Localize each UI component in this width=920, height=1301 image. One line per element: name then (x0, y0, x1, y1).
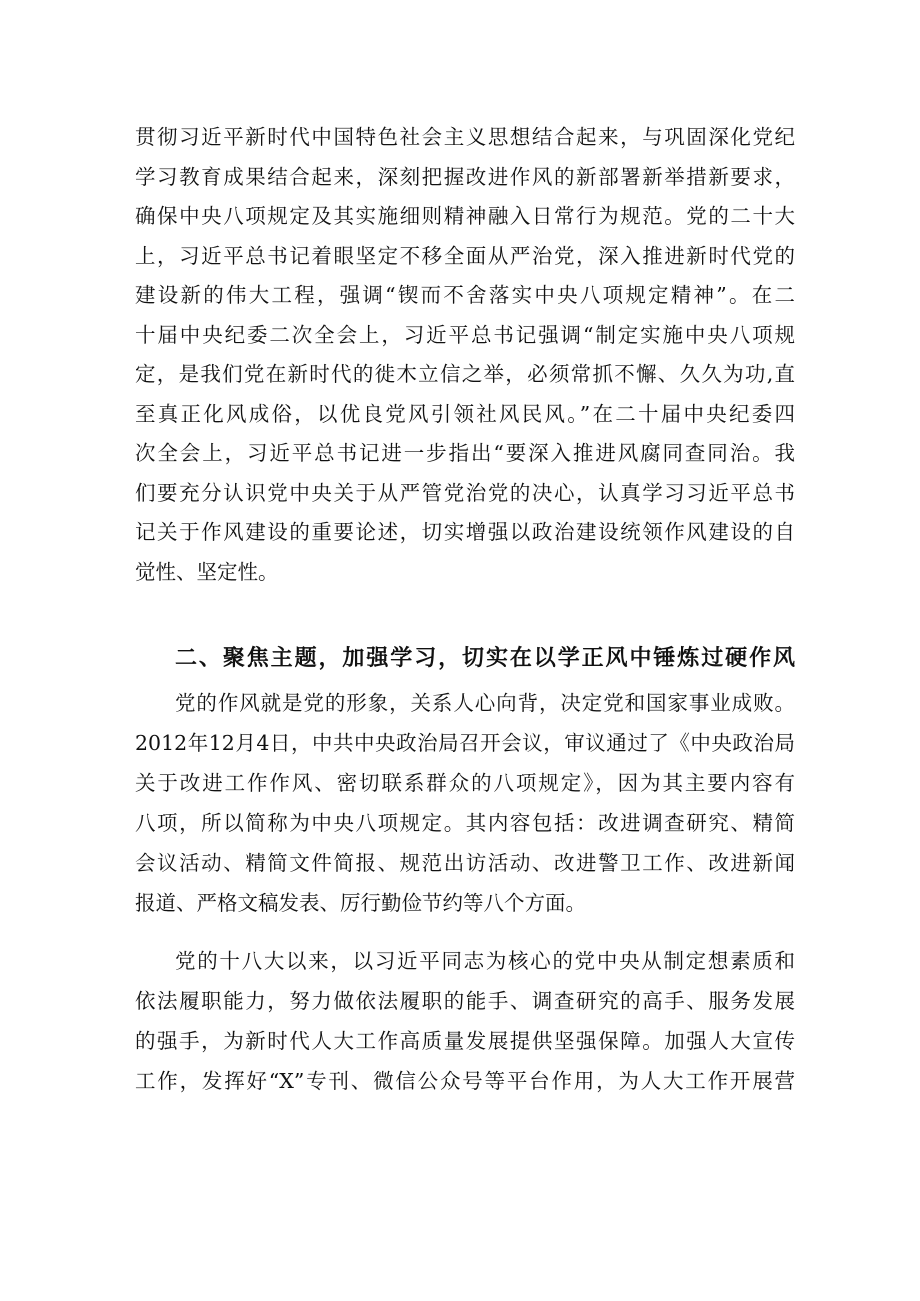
text-line: 们要充分认识党中央关于从严管党治党的决心，认真学习习近平总书 (135, 481, 795, 505)
text-line: 关于改进工作作风、密切联系群众的八项规定》，因为其主要内容有 (135, 771, 795, 795)
text-line: 的强手，为新时代人大工作高质量发展提供坚强保障。加强人大宣传 (135, 1029, 795, 1053)
text-line: 学习教育成果结合起来，深刻把握改进作风的新部署新举措新要求， (135, 165, 795, 189)
text-line: 定，是我们党在新时代的徙木立信之举，必须常抓不懈、久久为功,直 (135, 362, 795, 386)
text-line: 次全会上，习近平总书记进一步指出“要深入推进风腐同查同治。我 (135, 441, 795, 465)
text-line: 十届中央纪委二次全会上，习近平总书记强调“制定实施中央八项规 (135, 323, 795, 347)
text-line: 八项，所以简称为中央八项规定。其内容包括：改进调查研究、精简 (135, 811, 795, 835)
text-line: 报道、严格文稿发表、厉行勤俭节约等八个方面。 (135, 891, 586, 915)
text-line: 党的十八大以来，以习近平同志为核心的党中央从制定想素质和 (175, 949, 795, 973)
text-line: 党的作风就是党的形象，关系人心向背，决定党和国家事业成败。 (175, 691, 795, 715)
text-line: 建设新的伟大工程，强调“锲而不舍落实中央八项规定精神”。在二 (135, 283, 795, 307)
text-line: 依法履职能力，努力做依法履职的能手、调查研究的高手、服务发展 (135, 989, 795, 1013)
text-line: 上，习近平总书记着眼坚定不移全面从严治党，深入推进新时代党的 (135, 244, 795, 268)
text-line: 贯彻习近平新时代中国特色社会主义思想结合起来，与巩固深化党纪 (135, 125, 795, 149)
text-line: 会议活动、精简文件简报、规范出访活动、改进警卫工作、改进新闻 (135, 851, 795, 875)
section-heading: 二、聚焦主题，加强学习，切实在以学正风中锤炼过硬作风 (175, 646, 795, 671)
text-line: 记关于作风建设的重要论述，切实增强以政治建设统领作风建设的自 (135, 520, 795, 544)
text-line: 觉性、坚定性。 (135, 560, 279, 584)
text-line: 确保中央八项规定及其实施细则精神融入日常行为规范。党的二十大 (135, 204, 795, 228)
text-line: 工作，发挥好“X”专刊、微信公众号等平台作用，为人大工作开展营 (135, 1069, 795, 1093)
text-line: 至真正化风成俗，以优良党风引领社风民风。”在二十届中央纪委四 (135, 402, 795, 426)
text-line: 2012年12月4日，中共中央政治局召开会议，审议通过了《中央政治局 (135, 731, 795, 755)
